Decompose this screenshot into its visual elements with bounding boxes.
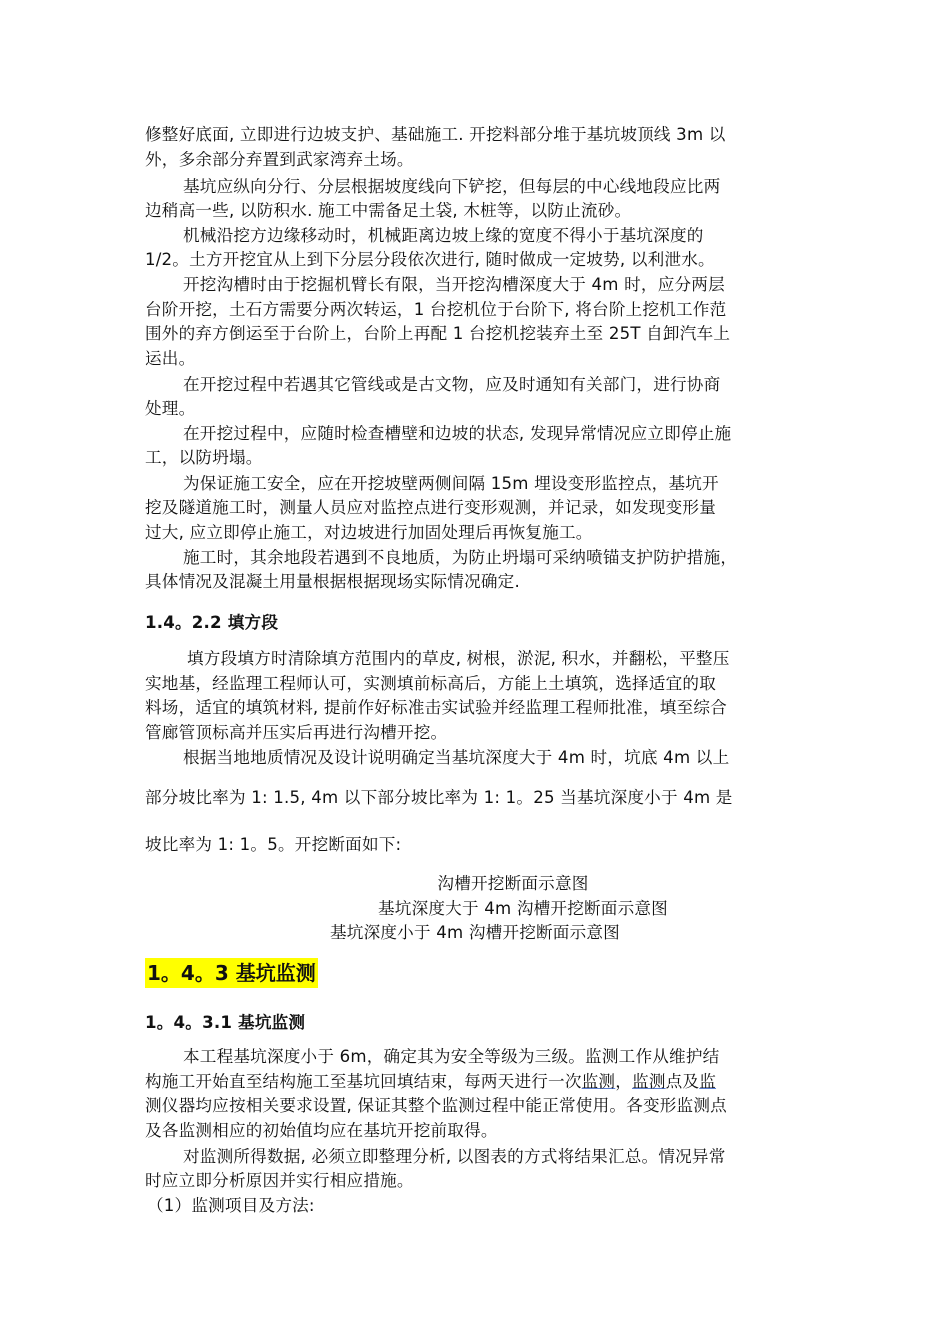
paragraph-line: 本工程基坑深度小于 6m，确定其为安全等级为三级。监测工作从维护结 xyxy=(183,1047,720,1066)
paragraph-line: 在开挖过程中，应随时检查槽壁和边坡的状态, 发现异常情况应立即停止施 xyxy=(183,424,732,443)
paragraph-line: 部分坡比率为 1: 1.5, 4m 以下部分坡比率为 1: 1。25 当基坑深度小于 4m 是 xyxy=(145,788,733,807)
paragraph-line: 及各监测相应的初始值均应在基坑开挖前取得。 xyxy=(145,1121,498,1140)
paragraph-line: 时应立即分析原因并实行相应措施。 xyxy=(145,1171,414,1190)
paragraph-line: 根据当地地质情况及设计说明确定当基坑深度大于 4m 时，坑底 4m 以上 xyxy=(183,748,730,767)
paragraph-line: 1/2。土方开挖宜从上到下分层分段依次进行, 随时做成一定坡势, 以利泄水。 xyxy=(145,250,715,269)
paragraph-line: 对监测所得数据, 必须立即整理分析, 以图表的方式将结果汇总。情况异常 xyxy=(183,1147,726,1166)
paragraph-line: 在开挖过程中若遇其它管线或是古文物，应及时通知有关部门，进行协商 xyxy=(183,375,721,394)
hyperlink-monitoring[interactable]: 监测 xyxy=(632,1072,666,1091)
paragraph-line: 修整好底面, 立即进行边坡支护、基础施工. 开挖料部分堆于基坑坡顶线 3m 以 xyxy=(145,125,726,144)
text-run: 构施工开始直至结构施工至基坑回填结束，每两天进行一次 xyxy=(145,1072,582,1091)
paragraph-line: 具体情况及混凝土用量根据根据现场实际情况确定. xyxy=(145,572,520,591)
paragraph-line: 处理。 xyxy=(145,399,196,418)
paragraph-line: 料场，适宜的填筑材料, 提前作好标准击实试验并经监理工程师批准，填至综合 xyxy=(145,698,727,717)
text-run: 点及 xyxy=(665,1072,700,1091)
paragraph-line: 开挖沟槽时由于挖掘机臂长有限，当开挖沟槽深度大于 4m 时，应分两层 xyxy=(183,275,725,294)
paragraph-line: 机械沿挖方边缘移动时，机械距离边坡上缘的宽度不得小于基坑深度的 xyxy=(183,226,704,245)
paragraph-line xyxy=(145,1070,810,1094)
paragraph-line: 边稍高一些, 以防积水. 施工中需备足土袋, 木桩等，以防止流砂。 xyxy=(145,201,632,220)
paragraph-line: 施工时，其余地段若遇到不良地质，为防止坍塌可采纳喷锚支护防护措施， xyxy=(183,548,738,567)
paragraph-line: 运出。 xyxy=(145,349,196,368)
paragraph-line: 挖及隧道施工时，测量人员应对监控点进行变形观测，并记录，如发现变形量 xyxy=(145,498,716,517)
paragraph-line: 基坑应纵向分行、分层根据坡度线向下铲挖，但每层的中心线地段应比两 xyxy=(183,177,721,196)
paragraph-line: 为保证施工安全，应在开挖坡壁两侧间隔 15m 埋设变形监控点，基坑开 xyxy=(183,474,719,493)
paragraph-line: 外，多余部分弃置到武家湾弃土场。 xyxy=(145,150,414,169)
paragraph-line: 坡比率为 1: 1。5。开挖断面如下: xyxy=(145,835,402,854)
section-heading-fill: 1.4。2.2 填方段 xyxy=(145,613,279,632)
figure-caption: 基坑深度小于 4m 沟槽开挖断面示意图 xyxy=(330,923,620,942)
text-run: ， xyxy=(615,1072,633,1091)
hyperlink-monitoring[interactable]: 监 xyxy=(699,1072,717,1091)
paragraph-line: 填方段填方时清除填方范围内的草皮, 树根，淤泥, 积水，并翻松，平整压 xyxy=(187,649,730,668)
hyperlink-monitoring[interactable]: 监测 xyxy=(581,1072,616,1091)
paragraph-line: 工，以防坍塌。 xyxy=(145,448,263,467)
paragraph-line: 台阶开挖，土石方需要分两次转运，1 台挖机位于台阶下, 将台阶上挖机工作范 xyxy=(145,300,727,319)
subsection-heading-monitoring: 1。4。3.1 基坑监测 xyxy=(145,1013,306,1032)
section-heading-monitoring: 1。4。3 基坑监测 xyxy=(145,958,318,988)
list-item: （1）监测项目及方法: xyxy=(147,1196,315,1215)
paragraph-line: 管廊管顶标高并压实后再进行沟槽开挖。 xyxy=(145,723,448,742)
paragraph-line: 测仪器均应按相关要求设置, 保证其整个监测过程中能正常使用。各变形监测点 xyxy=(145,1096,727,1115)
figure-caption: 基坑深度大于 4m 沟槽开挖断面示意图 xyxy=(378,899,668,918)
paragraph-line: 围外的弃方倒运至于台阶上，台阶上再配 1 台挖机挖装弃土至 25T 自卸汽车上 xyxy=(145,324,731,343)
paragraph-line: 实地基，经监理工程师认可，实测填前标高后，方能上土填筑，选择适宜的取 xyxy=(145,674,716,693)
figure-caption: 沟槽开挖断面示意图 xyxy=(437,874,589,893)
paragraph-line: 过大, 应立即停止施工，对边坡进行加固处理后再恢复施工。 xyxy=(145,523,593,542)
